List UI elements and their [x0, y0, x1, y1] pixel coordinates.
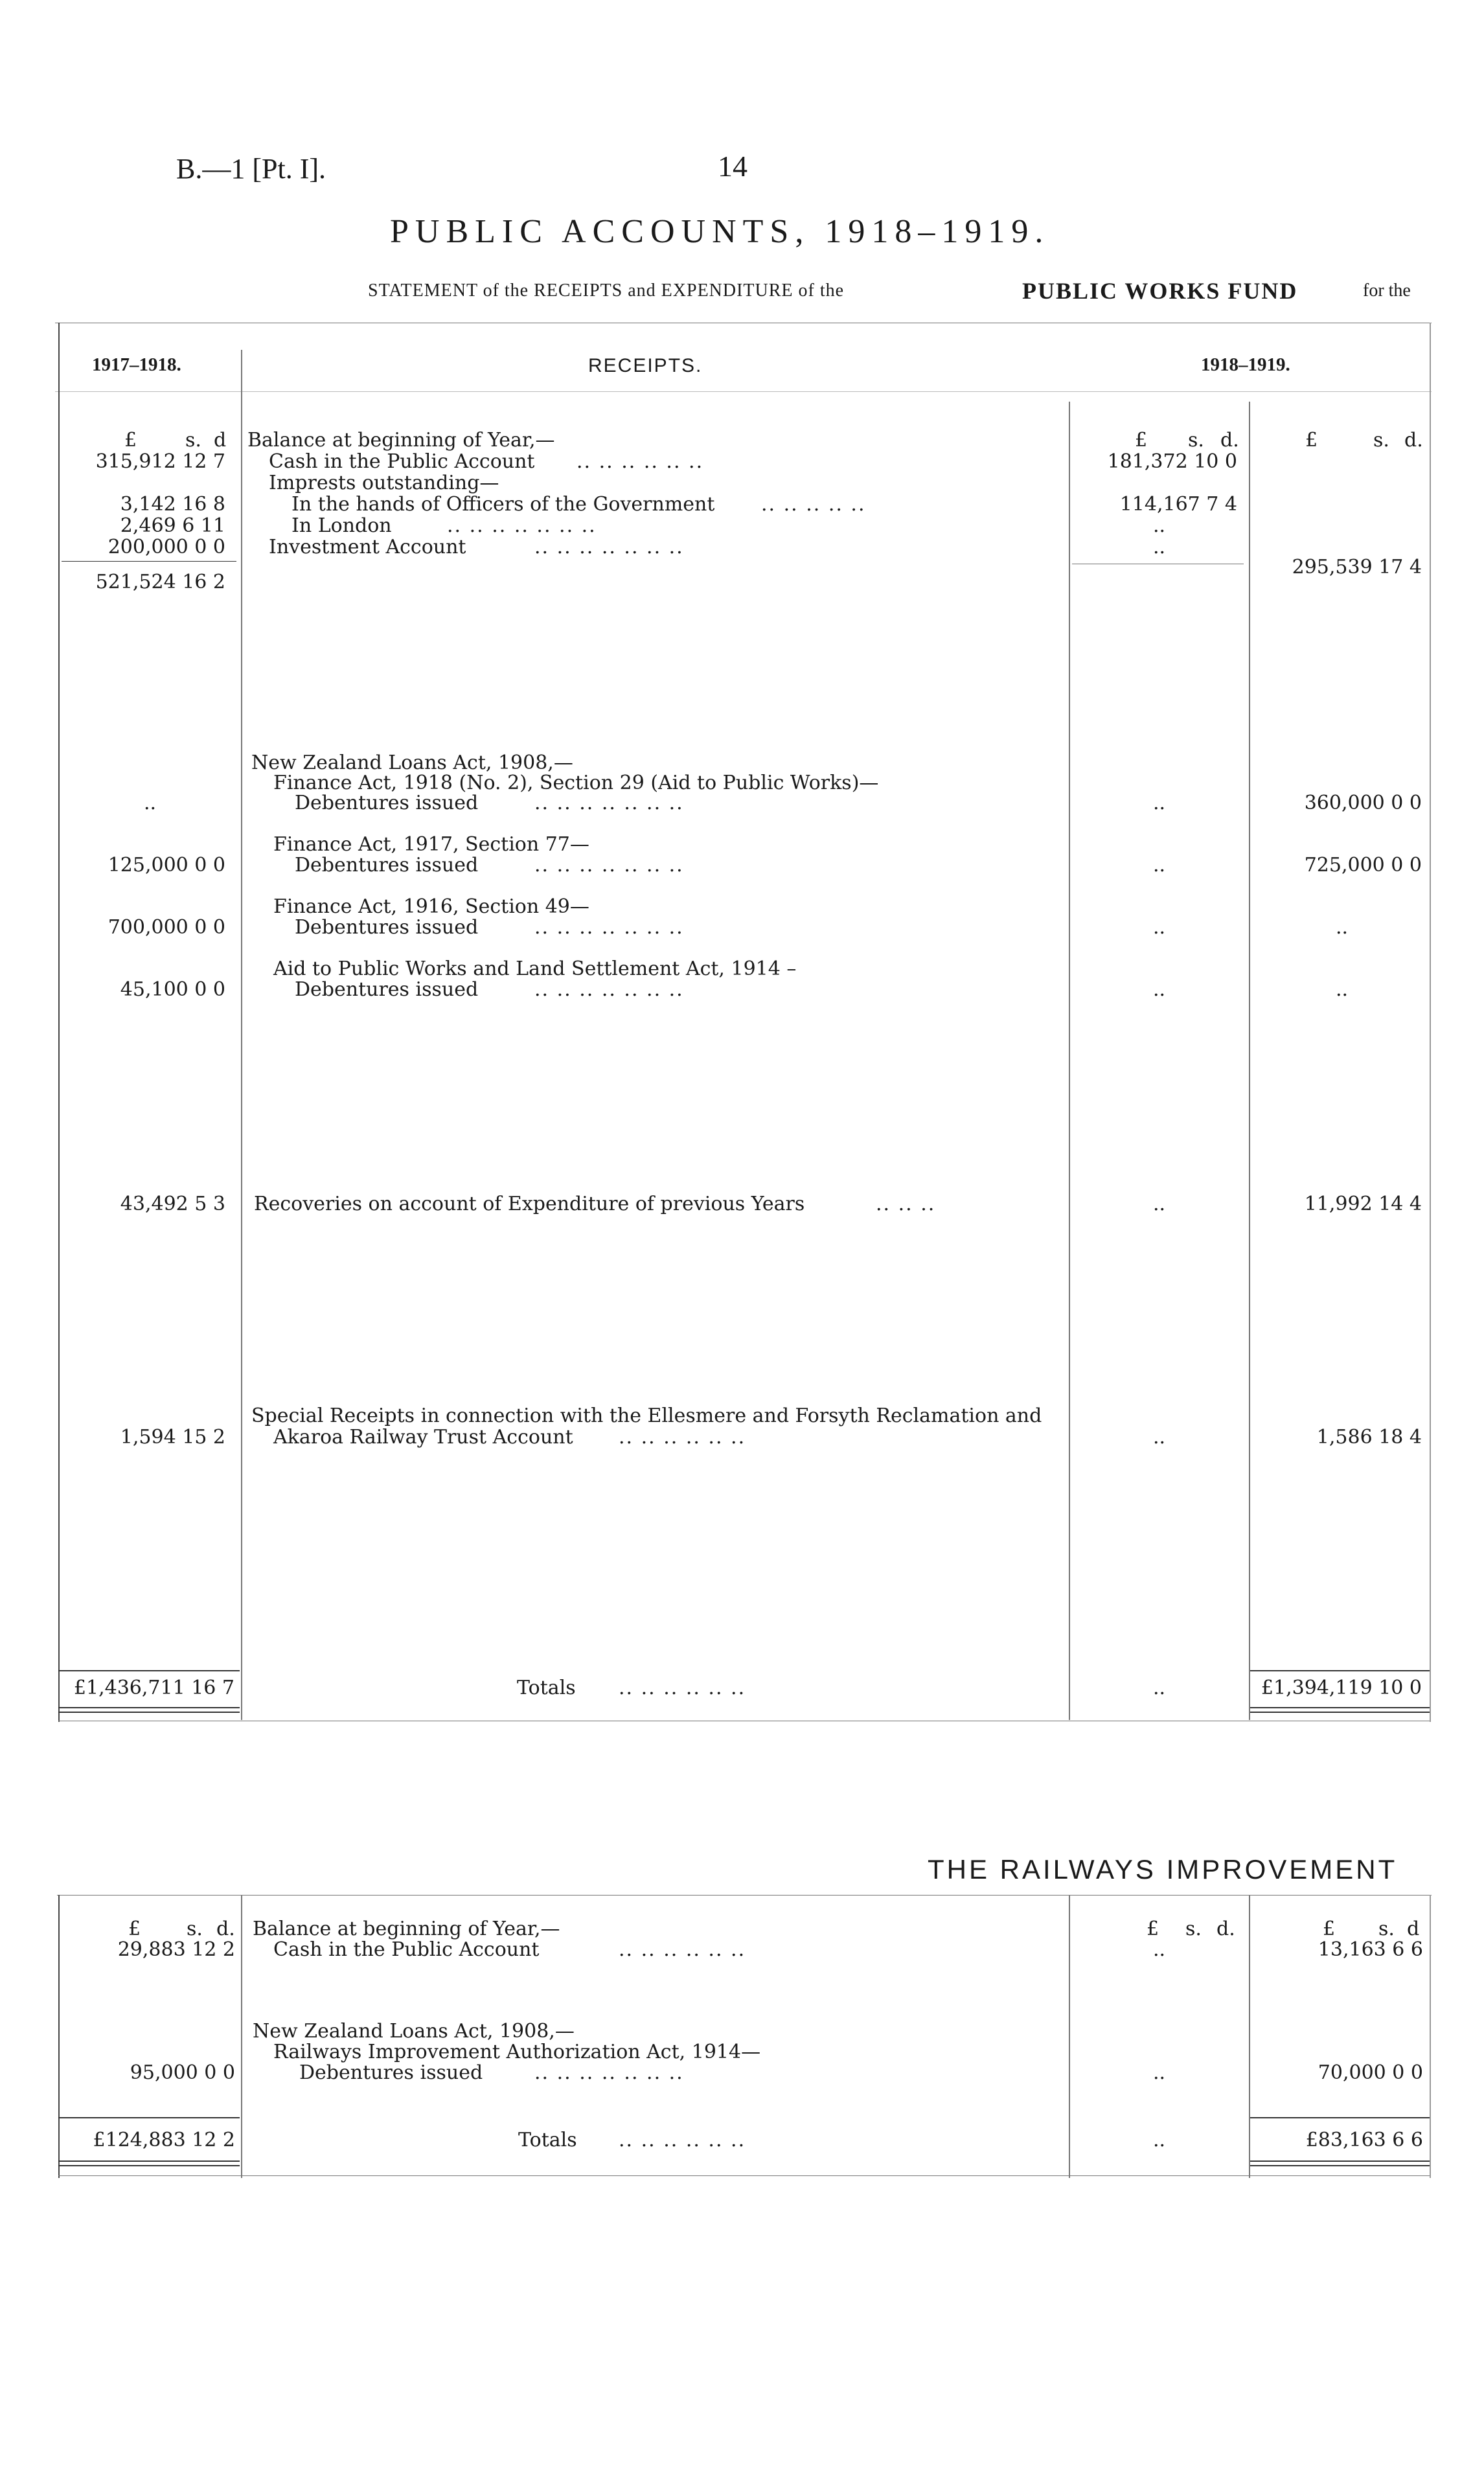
finance-1918-prev-leader: .. — [144, 792, 157, 814]
finance-1918-leaders: .. .. .. .. .. .. .. — [534, 792, 684, 814]
table2-col-receipts-rule — [1069, 1895, 1070, 2178]
finance-1917-prev-amount: 125,000 0 0 — [108, 854, 225, 877]
railways-heading: THE RAILWAYS IMPROVEMENT — [928, 1854, 1398, 1885]
rw-currency-shilling-prev: s. — [187, 1918, 203, 1940]
special-receipts-leaders: .. .. .. .. .. .. — [619, 1426, 746, 1449]
special-receipts-sub-leader: .. — [1153, 1426, 1166, 1449]
table2-top-rule — [57, 1895, 1432, 1896]
rw-totals-label: Totals — [518, 2129, 577, 2151]
finance-1917-debentures-label: Debentures issued — [295, 854, 479, 877]
recoveries-sub-leader: .. — [1153, 1193, 1166, 1215]
aid-debentures-label: Debentures issued — [295, 978, 479, 1001]
cash-public-account-label: Cash in the Public Account — [269, 450, 535, 473]
london-leaders: .. .. .. .. .. .. .. — [447, 514, 597, 537]
statement-suffix: for the — [1363, 281, 1411, 301]
london-curr-leader: .. — [1153, 514, 1166, 537]
rw-currency-pence-sub: d. — [1216, 1918, 1235, 1940]
aid-curr-leader: .. — [1336, 978, 1349, 1001]
rw-currency-shilling-sub: s. — [1185, 1918, 1202, 1940]
currency-pence-curr: d. — [1404, 429, 1423, 452]
rw-cash-label: Cash in the Public Account — [273, 1938, 540, 1961]
table1-left-rule — [58, 323, 60, 1722]
investment-label: Investment Account — [269, 536, 466, 558]
cash-curr-amount: 181,372 10 0 — [1107, 450, 1237, 473]
officers-curr-amount: 114,167 7 4 — [1119, 493, 1237, 516]
table1-header-rule — [55, 391, 1432, 392]
finance-1916-heading: Finance Act, 1916, Section 49— — [273, 895, 589, 918]
currency-pound-sub: £ — [1135, 429, 1148, 452]
recoveries-leaders: .. .. .. — [876, 1193, 936, 1215]
col-header-1918-1919: 1918–1919. — [1201, 354, 1290, 375]
rw-balance-heading: Balance at beginning of Year,— — [253, 1918, 560, 1940]
finance-1918-curr-amount: 360,000 0 0 — [1304, 792, 1422, 814]
rw-totals-prev-bottom-rule1 — [58, 2160, 240, 2162]
finance-1916-sub-leader: .. — [1153, 916, 1166, 939]
currency-shilling-prev: s. — [185, 429, 201, 452]
page-title: PUBLIC ACCOUNTS, 1918–1919. — [390, 213, 1050, 250]
recoveries-label: Recoveries on account of Expenditure of previous Years — [254, 1193, 805, 1215]
totals-leaders: .. .. .. .. .. .. — [619, 1677, 746, 1699]
currency-pound-curr: £ — [1305, 429, 1318, 452]
table2-bottom-rule — [58, 2175, 1430, 2176]
totals-prev-bottom-rule2 — [58, 1712, 240, 1713]
col-header-receipts: RECEIPTS. — [588, 355, 703, 376]
rw-currency-pound-sub: £ — [1147, 1918, 1159, 1940]
table1-col-sub-rule — [1249, 402, 1250, 1720]
special-receipts-line2: Akaroa Railway Trust Account — [273, 1426, 573, 1449]
special-receipts-prev-amount: 1,594 15 2 — [120, 1426, 225, 1449]
rw-totals-curr-bottom-rule1 — [1250, 2160, 1430, 2162]
table2-left-rule — [58, 1895, 60, 2178]
investment-curr-leader: .. — [1153, 536, 1166, 558]
finance-1918-heading: Finance Act, 1918 (No. 2), Section 29 (Aid to Public Works)— — [273, 772, 879, 794]
london-prev-amount: 2,469 6 11 — [120, 514, 225, 537]
table1-right-rule — [1430, 323, 1431, 1722]
finance-1916-leaders: .. .. .. .. .. .. .. — [534, 916, 684, 939]
officers-prev-amount: 3,142 16 8 — [120, 493, 225, 516]
rw-currency-pound-curr: £ — [1323, 1918, 1336, 1940]
document-reference: B.—1 [Pt. I]. — [176, 153, 326, 185]
table2-right-rule — [1430, 1895, 1431, 2178]
rw-cash-curr-amount: 13,163 6 6 — [1318, 1938, 1423, 1961]
rw-totals-curr-top-rule — [1250, 2117, 1430, 2118]
investment-leaders: .. .. .. .. .. .. .. — [534, 536, 684, 558]
rw-totals-sub-leader: .. — [1153, 2129, 1166, 2151]
rw-cash-prev-amount: 29,883 12 2 — [117, 1938, 235, 1961]
finance-1918-debentures-label: Debentures issued — [295, 792, 479, 814]
finance-1916-curr-leader: .. — [1336, 916, 1349, 939]
currency-pence-sub: d. — [1220, 429, 1239, 452]
totals-curr-amount: £1,394,119 10 0 — [1261, 1677, 1422, 1699]
imprests-heading: Imprests outstanding— — [269, 472, 499, 494]
officers-label: In the hands of Officers of the Government — [291, 493, 715, 516]
rw-totals-prev-amount: £124,883 12 2 — [93, 2129, 235, 2151]
aid-leaders: .. .. .. .. .. .. .. — [534, 978, 684, 1001]
rw-totals-curr-amount: £83,163 6 6 — [1305, 2129, 1423, 2151]
currency-shilling-curr: s. — [1373, 429, 1389, 452]
finance-1917-heading: Finance Act, 1917, Section 77— — [273, 833, 589, 856]
balance-heading: Balance at beginning of Year,— — [247, 429, 555, 452]
finance-1917-sub-leader: .. — [1153, 854, 1166, 877]
rw-debentures-curr-amount: 70,000 0 0 — [1318, 2061, 1423, 2084]
rw-totals-prev-bottom-rule2 — [58, 2165, 240, 2166]
special-receipts-line1: Special Receipts in connection with the Ellesmere and Forsyth Reclamation and — [251, 1404, 1042, 1427]
currency-shilling-sub: s. — [1188, 429, 1204, 452]
rw-currency-pence-curr: d — [1407, 1918, 1420, 1940]
rw-loans-heading: New Zealand Loans Act, 1908,— — [253, 2020, 575, 2043]
rw-totals-curr-bottom-rule2 — [1250, 2165, 1430, 2166]
totals-sub-leader: .. — [1153, 1677, 1166, 1699]
totals-prev-bottom-rule1 — [58, 1707, 240, 1708]
rw-totals-leaders: .. .. .. .. .. .. — [619, 2129, 746, 2151]
rw-currency-shilling-curr: s. — [1378, 1918, 1395, 1940]
totals-prev-amount: £1,436,711 16 7 — [73, 1677, 234, 1699]
statement-fund-name: PUBLIC WORKS FUND — [1022, 278, 1298, 304]
special-receipts-curr-amount: 1,586 18 4 — [1316, 1426, 1422, 1449]
rw-debentures-leaders: .. .. .. .. .. .. .. — [534, 2061, 684, 2084]
rw-cash-leaders: .. .. .. .. .. .. — [619, 1938, 746, 1961]
finance-1917-curr-amount: 725,000 0 0 — [1304, 854, 1422, 877]
table2-col-prev-rule — [241, 1895, 242, 2178]
currency-pound-prev: £ — [124, 429, 137, 452]
investment-prev-amount: 200,000 0 0 — [108, 536, 225, 558]
totals-label: Totals — [517, 1677, 576, 1699]
rw-currency-pound-prev: £ — [128, 1918, 141, 1940]
cash-leaders: .. .. .. .. .. .. — [576, 450, 704, 473]
rw-currency-pence-prev: d. — [216, 1918, 235, 1940]
loans-act-heading: New Zealand Loans Act, 1908,— — [251, 751, 573, 774]
recoveries-curr-amount: 11,992 14 4 — [1304, 1193, 1422, 1215]
totals-prev-top-rule — [58, 1670, 240, 1671]
finance-1917-leaders: .. .. .. .. .. .. .. — [534, 854, 684, 877]
cash-prev-amount: 315,912 12 7 — [95, 450, 225, 473]
rw-authorization-heading: Railways Improvement Authorization Act, 1914— — [273, 2041, 761, 2063]
recoveries-prev-amount: 43,492 5 3 — [120, 1193, 225, 1215]
rw-debentures-sub-leader: .. — [1153, 2061, 1166, 2084]
finance-1916-debentures-label: Debentures issued — [295, 916, 479, 939]
statement-prefix: STATEMENT of the RECEIPTS and EXPENDITURE of the — [368, 281, 845, 301]
rw-debentures-label: Debentures issued — [299, 2061, 483, 2084]
totals-curr-top-rule — [1250, 1670, 1430, 1671]
col-header-1917-1918: 1917–1918. — [92, 354, 181, 375]
london-label: In London — [291, 514, 392, 537]
aid-prev-amount: 45,100 0 0 — [120, 978, 225, 1001]
page-number: 14 — [718, 150, 748, 183]
finance-1916-prev-amount: 700,000 0 0 — [108, 916, 225, 939]
aid-sub-leader: .. — [1153, 978, 1166, 1001]
officers-leaders: .. .. .. .. .. — [761, 493, 866, 516]
rw-totals-prev-top-rule — [58, 2117, 240, 2118]
table2-col-sub-rule — [1249, 1895, 1250, 2178]
aid-act-heading: Aid to Public Works and Land Settlement Act, 1914 – — [273, 957, 797, 980]
rw-debentures-prev-amount: 95,000 0 0 — [130, 2061, 235, 2084]
table1-col-receipts-rule — [1069, 402, 1070, 1720]
totals-curr-bottom-rule2 — [1250, 1712, 1430, 1713]
balance-curr-total: 295,539 17 4 — [1292, 556, 1422, 579]
totals-curr-bottom-rule1 — [1250, 1707, 1430, 1708]
currency-pence-prev: d — [214, 429, 227, 452]
balance-prev-subtotal-rule — [62, 561, 236, 562]
finance-1918-sub-leader: .. — [1153, 792, 1166, 814]
balance-prev-subtotal: 521,524 16 2 — [95, 571, 225, 593]
table1-col-prev-rule — [241, 350, 242, 1720]
rw-cash-sub-leader: .. — [1153, 1938, 1166, 1961]
